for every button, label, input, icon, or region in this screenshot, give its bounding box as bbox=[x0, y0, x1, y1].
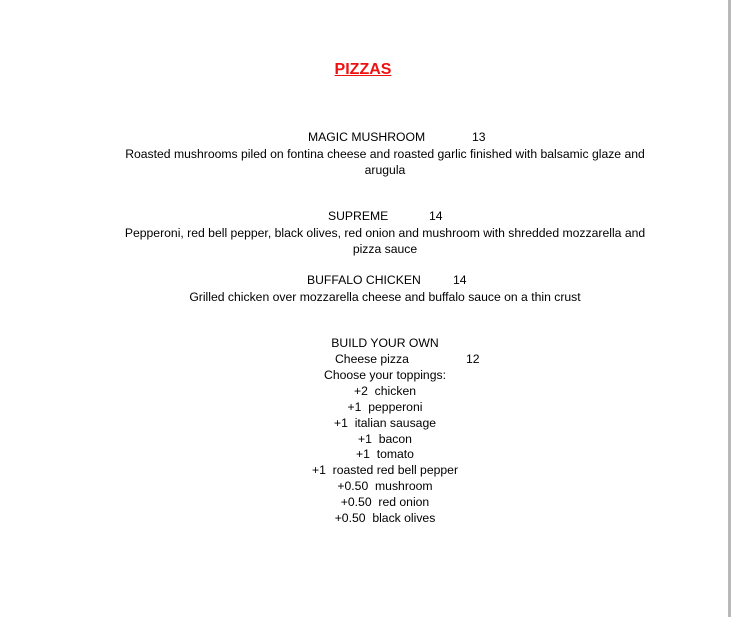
menu-item-description: Grilled chicken over mozzarella cheese and buffalo sauce on a thin crust bbox=[189, 290, 581, 304]
toppings-prompt: Choose your toppings: bbox=[324, 368, 446, 382]
topping-line bbox=[0, 478, 731, 494]
menu-item-price: 14 bbox=[453, 273, 467, 287]
topping-line bbox=[0, 494, 731, 510]
topping-price: +0.50 bbox=[334, 511, 366, 525]
topping-name: bacon bbox=[378, 432, 412, 446]
menu-item-name: BUFFALO CHICKEN bbox=[307, 273, 421, 287]
topping-name: tomato bbox=[376, 447, 414, 461]
topping-price: +1 bbox=[356, 447, 370, 461]
topping-name: red onion bbox=[378, 495, 430, 509]
topping-price: +1 bbox=[347, 400, 362, 414]
menu-item-name: MAGIC MUSHROOM bbox=[308, 130, 426, 144]
topping-name: italian sausage bbox=[354, 416, 436, 430]
topping-name: black olives bbox=[372, 511, 436, 525]
topping-line bbox=[0, 462, 731, 478]
build-your-own-heading: BUILD YOUR OWN bbox=[331, 336, 439, 350]
topping-line bbox=[0, 431, 731, 447]
topping-name: chicken bbox=[374, 384, 416, 398]
menu-item-price: 13 bbox=[472, 130, 486, 144]
topping-line bbox=[0, 383, 731, 399]
topping-line bbox=[0, 446, 731, 462]
menu-item-name: SUPREME bbox=[328, 209, 389, 223]
topping-line bbox=[0, 415, 731, 431]
topping-name: mushroom bbox=[375, 479, 433, 493]
topping-price: +1 bbox=[358, 432, 372, 446]
section-title: PIZZAS bbox=[334, 61, 392, 78]
menu-item-price: 14 bbox=[429, 209, 443, 223]
base-pizza-price: 12 bbox=[466, 352, 480, 366]
topping-line bbox=[0, 510, 731, 526]
topping-line bbox=[0, 399, 731, 415]
topping-price: +1 bbox=[311, 463, 326, 477]
menu-item-description: Roasted mushrooms piled on fontina cheese and roasted garlic finished with balsamic glaze and arugula bbox=[125, 147, 645, 177]
topping-price: +0.50 bbox=[337, 479, 369, 493]
topping-price: +1 bbox=[334, 416, 348, 430]
base-pizza-label: Cheese pizza bbox=[335, 352, 409, 366]
topping-price: +0.50 bbox=[340, 495, 372, 509]
topping-price: +2 bbox=[353, 384, 368, 398]
topping-name: pepperoni bbox=[368, 400, 423, 414]
menu-item-description: Pepperoni, red bell pepper, black olives, red onion and mushroom with shredded mozzarella and pizza sauce bbox=[124, 226, 646, 256]
topping-name: roasted red bell pepper bbox=[332, 463, 459, 477]
